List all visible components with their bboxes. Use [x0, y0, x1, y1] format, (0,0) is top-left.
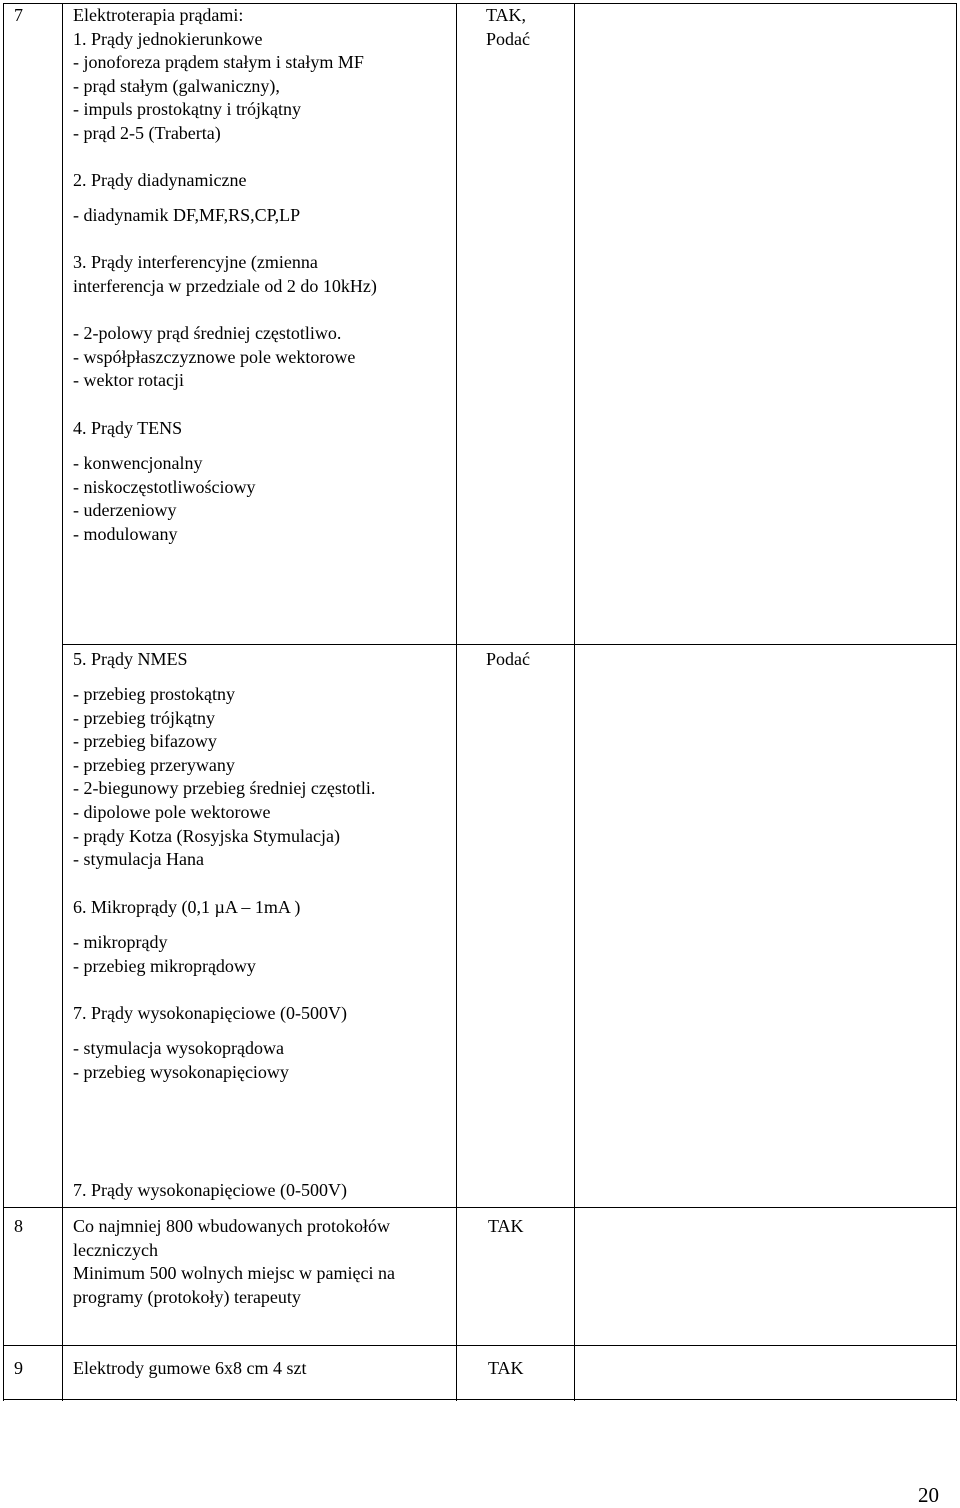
row-8-description [73, 1215, 395, 1309]
page-number: 20 [918, 1483, 939, 1507]
tens-heading: 4. Prądy TENS [73, 418, 183, 438]
row-7-answer [486, 4, 530, 51]
column-divider-3 [574, 3, 575, 1401]
table-border-left [3, 3, 4, 1401]
list-item: Minimum 500 wolnych miejsc w pamięci na [73, 1263, 395, 1284]
list-item: - impuls prostokątny i trójkątny [73, 99, 301, 120]
nmes-heading: 5. Prądy NMES [73, 649, 188, 669]
row-9-description: Elektrody gumowe 6x8 cm 4 szt [73, 1358, 307, 1378]
row-7-intro-list [73, 4, 364, 146]
list-item: - modulowany [73, 523, 178, 544]
diadynamic-heading: 2. Prądy diadynamiczne [73, 170, 247, 190]
list-item: - 2-biegunowy przebieg średniej częstotli. [73, 778, 376, 799]
list-item: programy (protokoły) terapeuty [73, 1286, 301, 1307]
high-voltage-heading: 7. Prądy wysokonapięciowe (0-500V) [73, 1003, 347, 1023]
list-item: - prąd 2-5 (Traberta) [73, 122, 221, 143]
row-9-answer: TAK [488, 1358, 524, 1378]
list-item: - przebieg mikroprądowy [73, 955, 256, 976]
table-border-bottom [3, 1399, 957, 1400]
row-divider-3 [3, 1345, 957, 1346]
column-divider-2 [456, 3, 457, 1401]
list-item: - przebieg trójkątny [73, 707, 215, 728]
list-item: leczniczych [73, 1239, 158, 1260]
table-border-right [956, 3, 957, 1401]
row-8-answer: TAK [488, 1216, 524, 1236]
diadynamic-item: - diadynamik DF,MF,RS,CP,LP [73, 205, 301, 225]
row-7-number: 7 [14, 5, 23, 25]
high-voltage-list [73, 1037, 289, 1084]
list-item: - 2-polowy prąd średniej częstotliwo. [73, 323, 342, 343]
list-item: - konwencjonalny [73, 453, 203, 473]
tens-list [73, 452, 255, 546]
row-9-number: 9 [14, 1358, 23, 1378]
interference-heading [73, 251, 377, 298]
column-divider-1 [62, 3, 63, 1401]
list-item: - przebieg przerywany [73, 754, 235, 775]
answer-line: Podać [486, 28, 530, 49]
list-item: 3. Prądy interferencyjne (zmienna [73, 252, 318, 272]
row-8-number: 8 [14, 1216, 23, 1236]
microcurrent-heading: 6. Mikroprądy (0,1 µA – 1mA ) [73, 897, 301, 917]
list-item: - prądy Kotza (Rosyjska Stymulacja) [73, 825, 340, 846]
answer-line: TAK, [486, 5, 527, 25]
list-item: Co najmniej 800 wbudowanych protokołów [73, 1216, 390, 1236]
list-item: - mikroprądy [73, 932, 168, 952]
list-item: - niskoczęstotliwościowy [73, 476, 256, 497]
list-item: - wektor rotacji [73, 370, 184, 391]
list-item: Elektroterapia prądami: [73, 5, 244, 25]
list-item: - stymulacja wysokoprądowa [73, 1038, 284, 1058]
list-item: 1. Prądy jednokierunkowe [73, 28, 263, 49]
list-item: - uderzeniowy [73, 500, 177, 521]
nmes-answer: Podać [486, 649, 530, 669]
list-item: - stymulacja Hana [73, 849, 204, 870]
list-item: - dipolowe pole wektorowe [73, 801, 271, 822]
list-item: - przebieg prostokątny [73, 684, 235, 704]
list-item: - prąd stałym (galwaniczny), [73, 75, 280, 96]
list-item: - przebieg wysokonapięciowy [73, 1061, 289, 1082]
interference-list [73, 322, 355, 393]
row-divider-2 [3, 1207, 957, 1208]
microcurrent-list [73, 931, 256, 978]
row-divider-1 [62, 644, 957, 645]
list-item: - współpłaszczyznowe pole wektorowe [73, 346, 356, 367]
list-item: - przebieg bifazowy [73, 731, 217, 752]
list-item: interferencja w przedziale od 2 do 10kHz) [73, 275, 377, 296]
list-item: - jonoforeza prądem stałym i stałym MF [73, 52, 364, 73]
nmes-list [73, 683, 375, 872]
high-voltage-heading-repeat: 7. Prądy wysokonapięciowe (0-500V) [73, 1180, 347, 1200]
